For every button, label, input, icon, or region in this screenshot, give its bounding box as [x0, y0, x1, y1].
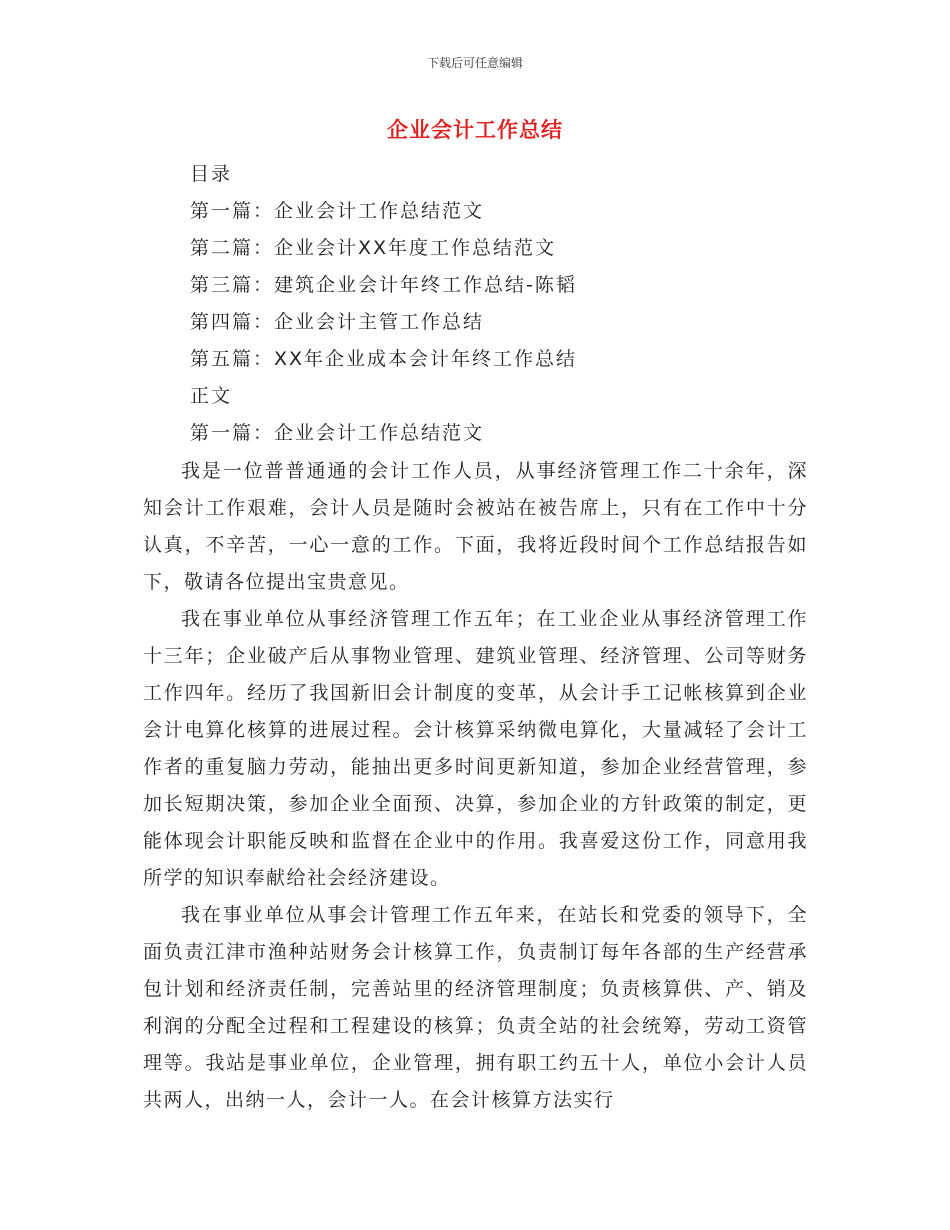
toc-item: 第三篇：建筑企业会计年终工作总结-陈韬: [190, 274, 577, 296]
body-paragraph: 我是一位普普通通的会计工作人员，从事经济管理工作二十余年，深知会计工作艰难，会计人员是随时会被站在被告席上，只有在工作中十分认真，不辛苦，一心一意的工作。下面，我将近段时间个工作总结报告如下，敬请各位提出宝贵意见。: [143, 460, 808, 593]
toc-item: 第一篇：企业会计工作总结范文: [190, 200, 485, 222]
body-paragraph: 我在事业单位从事经济管理工作五年；在工业企业从事经济管理工作十三年；企业破产后从事物业管理、建筑业管理、经济管理、公司等财务工作四年。经历了我国新旧会计制度的变革，从会计手工记帐核算到企业会计电算化核算的进展过程。会计核算采纳微电算化，大量减轻了会计工作者的重复脑力劳动，能抽出更多时间更新知道，参加企业经营管理，参加长短期决策，参加企业全面预、决算，参加企业的方针政策的制定，更能体现会计职能反映和监督在企业中的作用。我喜爱这份工作，同意用我所学的知识奉献给社会经济建设。: [143, 608, 808, 889]
toc-item: 第二篇：企业会计XX年度工作总结范文: [190, 237, 557, 259]
toc-heading: 目录: [190, 163, 233, 185]
page-header-note: 下载后可任意编辑: [426, 56, 523, 70]
body-paragraph: 我在事业单位从事会计管理工作五年来，在站长和党委的领导下，全面负责江津市渔种站财务会计核算工作，负责制订每年各部的生产经营承包计划和经济责任制，完善站里的经济管理制度；负责核算供、产、销及利润的分配全过程和工程建设的核算；负责全站的社会统筹，劳动工资管理等。我站是事业单位，企业管理，拥有职工约五十人，单位小会计人员共两人，出纳一人，会计一人。在会计核算方法实行: [143, 904, 808, 1111]
section-heading: 第一篇：企业会计工作总结范文: [190, 422, 485, 444]
document-title: 企业会计工作总结: [387, 118, 563, 142]
body-heading: 正文: [190, 385, 233, 407]
toc-item: 第五篇：XX年企业成本会计年终工作总结: [190, 348, 578, 370]
document-body: [143, 453, 808, 1119]
toc-item: 第四篇：企业会计主管工作总结: [190, 311, 485, 333]
table-of-contents: [190, 156, 830, 452]
